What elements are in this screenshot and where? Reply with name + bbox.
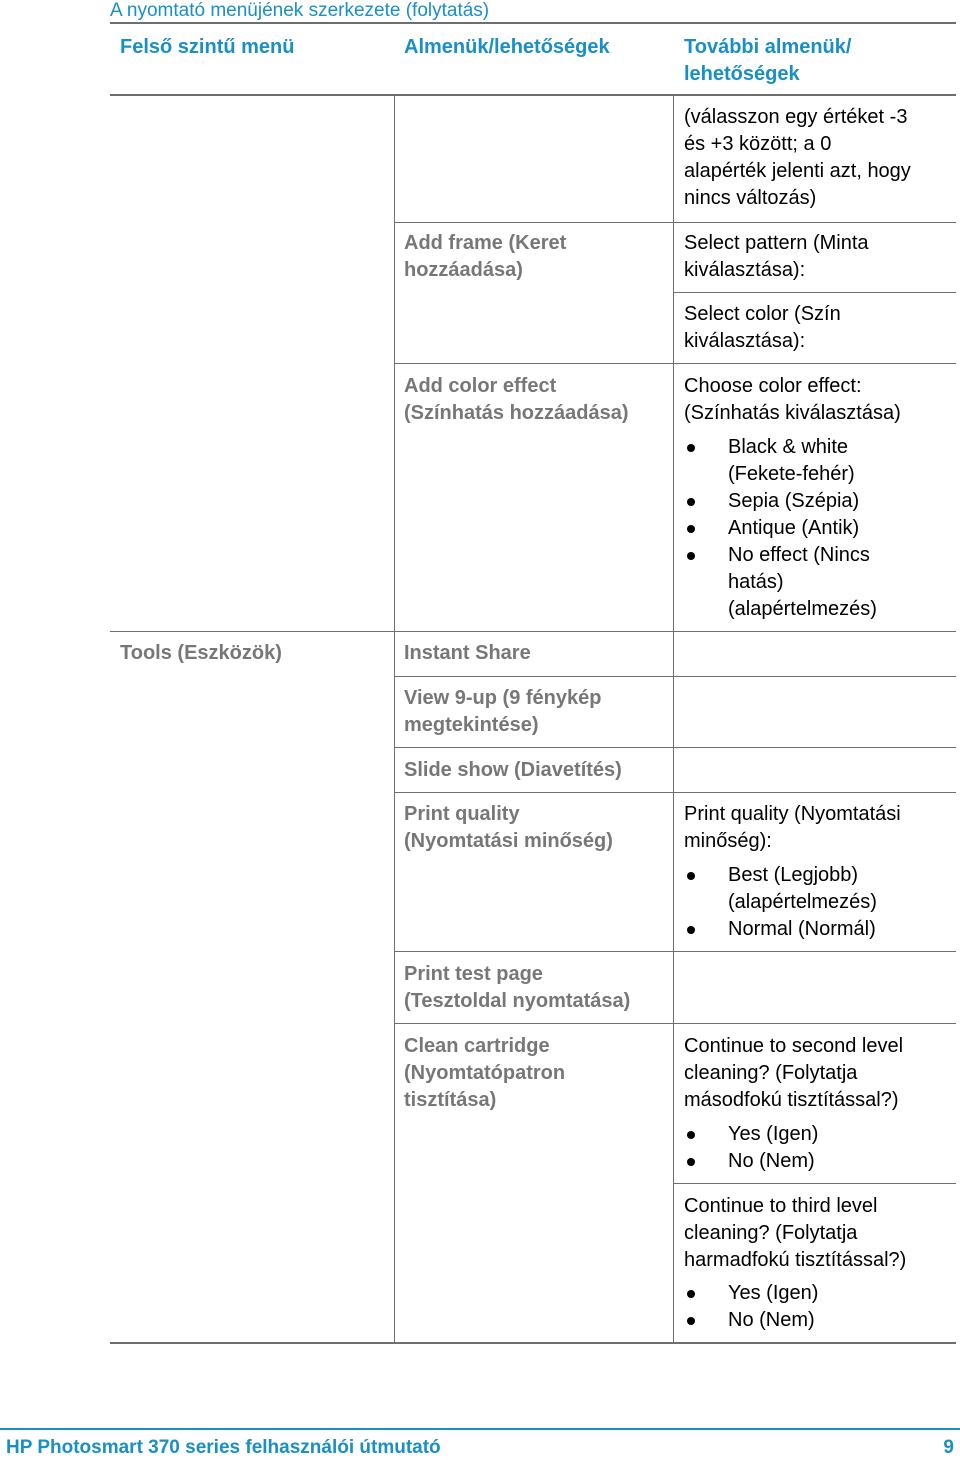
color-effect-list	[684, 434, 877, 623]
footer-title: HP Photosmart 370 series felhasználói útmutató	[6, 1437, 441, 1458]
row-rule	[674, 1183, 956, 1184]
row-rule	[110, 631, 956, 632]
table-caption: A nyomtató menüjének szerkezete (folytatás)	[110, 0, 490, 21]
row-rule	[395, 222, 956, 223]
option-second-level-cleaning: Continue to second level cleaning? (Folytatja másodfokú tisztítással?)	[684, 1035, 904, 1111]
row-rule	[395, 951, 956, 952]
list-item: Antique (Antik)	[684, 515, 877, 542]
list-item: Black & white (Fekete-fehér)	[684, 434, 877, 488]
list-item: Yes (Igen)	[684, 1121, 818, 1148]
print-quality-list	[684, 862, 877, 943]
row-rule	[395, 1023, 956, 1024]
submenu-clean-cartridge: Clean cartridge (Nyomtatópatron tisztítása)	[404, 1035, 566, 1111]
submenu-add-frame: Add frame (Keret hozzáadása)	[404, 232, 567, 281]
list-item: No (Nem)	[684, 1148, 818, 1175]
list-item: Yes (Igen)	[684, 1280, 818, 1307]
column-divider-1	[394, 96, 395, 1342]
row-rule	[395, 747, 956, 748]
row-rule	[395, 363, 956, 364]
list-item: Sepia (Szépia)	[684, 488, 877, 515]
column-divider-2	[673, 96, 674, 1342]
row-rule	[395, 676, 956, 677]
header-bottom-rule	[110, 94, 956, 96]
list-item: No (Nem)	[684, 1307, 818, 1334]
list-item: Normal (Normál)	[684, 916, 877, 943]
header-further-submenus: További almenük/ lehetőségek	[684, 36, 852, 85]
second-level-answers	[684, 1121, 818, 1175]
option-select-pattern: Select pattern (Minta kiválasztása):	[684, 232, 869, 281]
submenu-print-quality: Print quality (Nyomtatási minőség)	[404, 803, 613, 852]
row-rule	[674, 292, 956, 293]
submenu-instant-share: Instant Share	[404, 642, 531, 664]
row-rule	[395, 792, 956, 793]
option-third-level-cleaning: Continue to third level cleaning? (Folytatja harmadfokú tisztítással?)	[684, 1195, 907, 1271]
list-item: Best (Legjobb) (alapértelmezés)	[684, 862, 877, 916]
option-choose-color-effect: Choose color effect: (Színhatás kiválasztása)	[684, 375, 901, 424]
list-item: No effect (Nincs hatás) (alapértelmezés)	[684, 542, 877, 623]
page-number: 9	[943, 1437, 954, 1458]
option-print-quality: Print quality (Nyomtatási minőség):	[684, 803, 901, 852]
header-submenus: Almenük/lehetőségek	[404, 36, 610, 58]
option-select-color: Select color (Szín kiválasztása):	[684, 303, 841, 352]
table-top-rule	[110, 22, 956, 24]
submenu-slide-show: Slide show (Diavetítés)	[404, 759, 622, 781]
submenu-view-9up: View 9-up (9 fénykép megtekintése)	[404, 687, 602, 736]
third-level-answers	[684, 1280, 818, 1334]
table-bottom-rule	[110, 1342, 956, 1344]
footer-rule	[0, 1428, 960, 1430]
header-top-level-menu: Felső szintű menü	[120, 36, 295, 58]
submenu-print-test-page: Print test page (Tesztoldal nyomtatása)	[404, 963, 631, 1012]
top-menu-tools: Tools (Eszközök)	[120, 642, 282, 664]
value-range-note: (válasszon egy értéket -3 és +3 között; a 0 alapérték jelenti azt, hogy nincs változás)	[684, 106, 911, 209]
submenu-add-color-effect: Add color effect (Színhatás hozzáadása)	[404, 375, 629, 424]
